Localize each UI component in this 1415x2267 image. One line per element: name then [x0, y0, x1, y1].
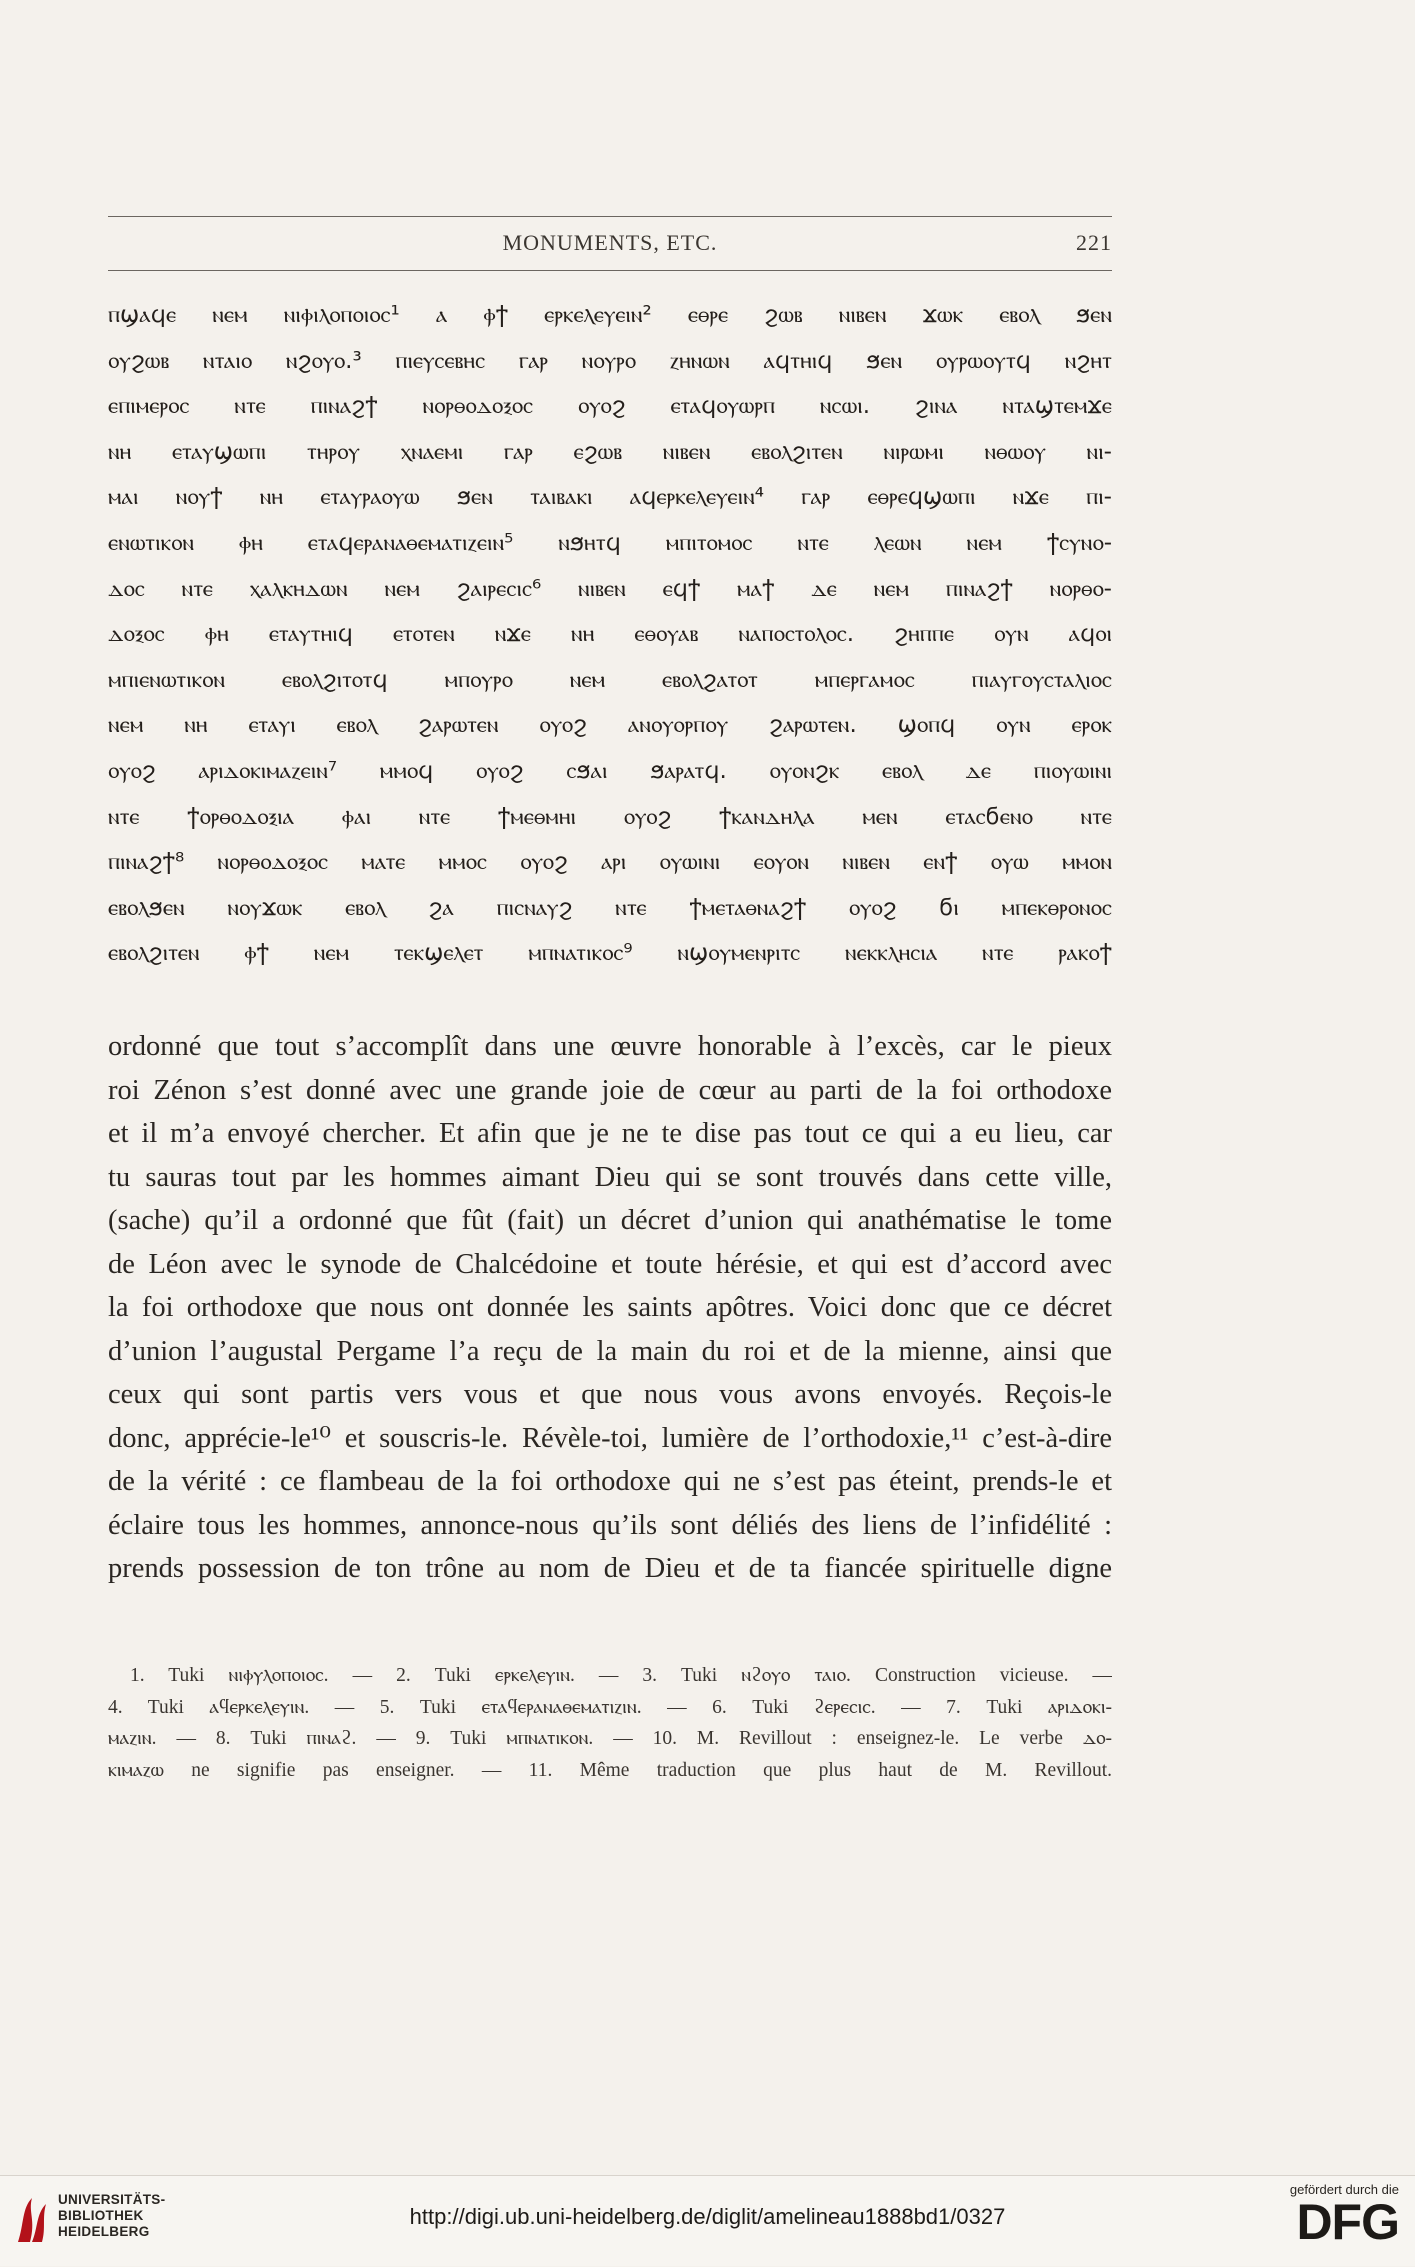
translation-line: de la vérité : ce flambeau de la foi orthodoxe qui ne s’est pas éteint, prends-le et [108, 1466, 1112, 1497]
permalink-url[interactable]: http://digi.ub.uni-heidelberg.de/diglit/amelineau1888bd1/0327 [409, 2204, 1006, 2229]
french-translation-block [108, 1025, 1112, 1591]
translation-line: éclaire tous les hommes, annonce-nous qu’ils sont déliés des liens de l’infidélité : [108, 1509, 1112, 1541]
page-number: 221 [1076, 230, 1112, 255]
funder-block [1249, 2182, 1399, 2250]
footnotes-block [108, 1660, 1112, 1786]
coptic-line: ⲡⲓⲛⲁϩϯ⁸ ⲛⲟⲣⲑⲟⲇⲟⲝⲟⲥ ⲙⲁⲧⲉ ⲙⲙⲟⲥ ⲟⲩⲟϩ ⲁⲣⲓ ⲟⲩⲱⲓⲛⲓ ⲉⲟⲩⲟⲛ ⲛⲓⲃⲉⲛ ⲉⲛϯ ⲟⲩⲱ ⲙⲙⲟⲛ [108, 849, 1112, 876]
translation-line: et il m’a envoyé chercher. Et afin que je ne te dise pas tout ce qui a eu lieu, car [108, 1118, 1112, 1149]
translation-line: roi Zénon s’est donné avec une grande joie de cœur au parti de la foi orthodoxe [108, 1074, 1112, 1106]
coptic-line: ⲉⲃⲟⲗϧⲉⲛ ⲛⲟⲩϫⲱⲕ ⲉⲃⲟⲗ ϩⲁ ⲡⲓⲥⲛⲁⲩϩ ⲛⲧⲉ ϯⲙⲉⲧⲁⲑⲛⲁϩϯ ⲟⲩⲟϩ ϭⲓ ⲙⲡⲉⲕⲑⲣⲟⲛⲟⲥ [108, 894, 1112, 921]
coptic-line: ⲉⲃⲟⲗϩⲓⲧⲉⲛ ⲫϯ ⲛⲉⲙ ⲧⲉⲕϣⲉⲗⲉⲧ ⲙⲡⲛⲁⲧⲓⲕⲟⲥ⁹ ⲛϣⲟⲩⲙⲉⲛⲣⲓⲧⲥ ⲛⲉⲕⲕⲗⲏⲥⲓⲁ ⲛⲧⲉ ⲣⲁⲕⲟϯ [108, 940, 1112, 967]
coptic-text-block [108, 293, 1112, 977]
coptic-line: ⲉⲛⲱⲧⲓⲕⲟⲛ ⲫⲏ ⲉⲧⲁϥⲉⲣⲁⲛⲁⲑⲉⲙⲁⲧⲓⲍⲉⲓⲛ⁵ ⲛϧⲏⲧϥ ⲙⲡⲓⲧⲟⲙⲟⲥ ⲛⲧⲉ ⲗⲉⲱⲛ ⲛⲉⲙ ϯⲥⲩⲛⲟ- [108, 529, 1112, 556]
translation-line: ceux qui sont partis vers vous et que nous vous avons envoyés. Reçois-le [108, 1379, 1112, 1410]
coptic-line: ⲙⲁⲓ ⲛⲟⲩϯ ⲛⲏ ⲉⲧⲁⲩⲣⲁⲟⲩⲱ ϧⲉⲛ ⲧⲁⲓⲃⲁⲕⲓ ⲁϥⲉⲣⲕⲉⲗⲉⲩⲉⲓⲛ⁴ ⲅⲁⲣ ⲉⲑⲣⲉϥϣⲱⲡⲓ ⲛϫⲉ ⲡⲓ- [108, 484, 1112, 511]
translation-line: tu sauras tout par les hommes aimant Dieu qui se sont trouvés dans cette ville, [108, 1161, 1112, 1193]
header-rule-top [108, 216, 1112, 217]
footnote-line: 1. Tuki ⲛⲓⲫⲩⲗⲟⲡⲟⲓⲟⲥ. — 2. Tuki ⲉⲣⲕⲉⲗⲉⲩⲓⲛ. — 3. Tuki ⲛϩⲟⲩⲟ ⲧⲁⲓⲟ. Construction vicieuse. — [130, 1665, 1112, 1686]
coptic-line: ⲛⲉⲙ ⲛⲏ ⲉⲧⲁⲩⲓ ⲉⲃⲟⲗ ϩⲁⲣⲱⲧⲉⲛ ⲟⲩⲟϩ ⲁⲛⲟⲩⲟⲣⲡⲟⲩ ϩⲁⲣⲱⲧⲉⲛ. ϣⲟⲡϥ ⲟⲩⲛ ⲉⲣⲟⲕ [108, 712, 1112, 739]
coptic-line: ⲇⲟⲥ ⲛⲧⲉ ⲭⲁⲗⲕⲏⲇⲱⲛ ⲛⲉⲙ ϩⲁⲓⲣⲉⲥⲓⲥ⁶ ⲛⲓⲃⲉⲛ ⲉϥϯ ⲙⲁϯ ⲇⲉ ⲛⲉⲙ ⲡⲓⲛⲁϩϯ ⲛⲟⲣⲑⲟ- [108, 575, 1112, 602]
viewer-footer [0, 2175, 1415, 2266]
coptic-line: ⲙⲡⲓⲉⲛⲱⲧⲓⲕⲟⲛ ⲉⲃⲟⲗϩⲓⲧⲟⲧϥ ⲙⲡⲟⲩⲣⲟ ⲛⲉⲙ ⲉⲃⲟⲗϩⲁⲧⲟⲧ ⲙⲡⲉⲣⲅⲁⲙⲟⲥ ⲡⲓⲁⲩⲅⲟⲩⲥⲧⲁⲗⲓⲟⲥ [108, 666, 1112, 693]
dfg-logo: DFG [1296, 2194, 1399, 2250]
coptic-line: ⲇⲟⲝⲟⲥ ⲫⲏ ⲉⲧⲁⲩⲧⲏⲓϥ ⲉⲧⲟⲧⲉⲛ ⲛϫⲉ ⲛⲏ ⲉⲑⲟⲩⲁⲃ ⲛⲁⲡⲟⲥⲧⲟⲗⲟⲥ. ϩⲏⲡⲡⲉ ⲟⲩⲛ ⲁϥⲟⲓ [108, 621, 1112, 648]
footnote-line: ⲕⲓⲙⲁⲍⲱ ne signifie pas enseigner. — 11. Même traduction que plus haut de M. Revillout. [108, 1759, 1112, 1781]
footnote-line: 4. Tuki ⲁϥⲉⲣⲕⲉⲗⲉⲩⲓⲛ. — 5. Tuki ⲉⲧⲁϥⲉⲣⲁⲛⲁⲑⲉⲙⲁⲧⲓⲍⲓⲛ. — 6. Tuki ϩⲉⲣⲉⲥⲓⲥ. — 7. Tuki ⲁⲣⲓⲇⲟⲕⲓ- [108, 1696, 1112, 1718]
translation-line: prends possession de ton trône au nom de Dieu et de ta fiancée spirituelle digne [108, 1553, 1112, 1584]
header-rule-bottom [108, 270, 1112, 271]
translation-line: la foi orthodoxe que nous ont donnée les saints apôtres. Voici donc que ce décret [108, 1292, 1112, 1323]
footnote-line: ⲙⲁⲍⲓⲛ. — 8. Tuki ⲡⲓⲛⲁϩ. — 9. Tuki ⲙⲡⲛⲁⲧⲓⲕⲟⲛ. — 10. M. Revillout : enseignez-le. Le verbe ⲇⲟ- [108, 1728, 1112, 1749]
funding-caption: gefördert durch die [1289, 2182, 1399, 2197]
coptic-line: ⲟⲩⲟϩ ⲁⲣⲓⲇⲟⲕⲓⲙⲁⲍⲉⲓⲛ⁷ ⲙⲙⲟϥ ⲟⲩⲟϩ ⲥϧⲁⲓ ϧⲁⲣⲁⲧϥ. ⲟⲩⲟⲛϩⲕ ⲉⲃⲟⲗ ⲇⲉ ⲡⲓⲟⲩⲱⲓⲛⲓ [108, 757, 1112, 784]
coptic-line: ⲡϣⲁϥⲉ ⲛⲉⲙ ⲛⲓⲫⲓⲗⲟⲡⲟⲓⲟⲥ¹ ⲁ ⲫϯ ⲉⲣⲕⲉⲗⲉⲩⲉⲓⲛ² ⲉⲑⲣⲉ ϩⲱⲃ ⲛⲓⲃⲉⲛ ϫⲱⲕ ⲉⲃⲟⲗ ϧⲉⲛ [108, 302, 1112, 328]
translation-line: (sache) qu’il a ordonné que fût (fait) un décret d’union qui anathématise le tome [108, 1205, 1112, 1236]
library-name-line: HEIDELBERG [58, 2224, 150, 2239]
library-name-line: UNIVERSITÄTS- [58, 2192, 166, 2207]
library-name-line: BIBLIOTHEK [58, 2208, 144, 2223]
coptic-line: ⲛⲏ ⲉⲧⲁⲩϣⲱⲡⲓ ⲧⲏⲣⲟⲩ ⲭⲛⲁⲉⲙⲓ ⲅⲁⲣ ⲉϩⲱⲃ ⲛⲓⲃⲉⲛ ⲉⲃⲟⲗϩⲓⲧⲉⲛ ⲛⲓⲣⲱⲙⲓ ⲛⲑⲱⲟⲩ ⲛⲓ- [108, 438, 1112, 465]
coptic-line: ⲛⲧⲉ ϯⲟⲣⲑⲟⲇⲟⲝⲓⲁ ⲫⲁⲓ ⲛⲧⲉ ϯⲙⲉⲑⲙⲏⲓ ⲟⲩⲟϩ ϯⲕⲁⲛⲇⲏⲗⲁ ⲙⲉⲛ ⲉⲧⲁⲥϭⲉⲛⲟ ⲛⲧⲉ [108, 803, 1112, 830]
translation-line: de Léon avec le synode de Chalcédoine et toute hérésie, et qui est d’accord avec [108, 1248, 1112, 1280]
running-header [108, 230, 1112, 260]
translation-line: donc, apprécie-le¹⁰ et souscris-le. Révèle-toi, lumière de l’orthodoxie,¹¹ c’est-à-dire [108, 1422, 1112, 1454]
coptic-line: ⲟⲩϩⲱⲃ ⲛⲧⲁⲓⲟ ⲛϩⲟⲩⲟ.³ ⲡⲓⲉⲩⲥⲉⲃⲏⲥ ⲅⲁⲣ ⲛⲟⲩⲣⲟ ⲍⲏⲛⲱⲛ ⲁϥⲧⲏⲓϥ ϧⲉⲛ ⲟⲩⲣⲱⲟⲩⲧϥ ⲛϩⲏⲧ [108, 347, 1112, 374]
running-title: MONUMENTS, ETC. [502, 230, 718, 255]
translation-line: ordonné que tout s’accomplît dans une œuvre honorable à l’excès, car le pieux [108, 1031, 1112, 1062]
coptic-line: ⲉⲡⲓⲙⲉⲣⲟⲥ ⲛⲧⲉ ⲡⲓⲛⲁϩϯ ⲛⲟⲣⲑⲟⲇⲟⲝⲟⲥ ⲟⲩⲟϩ ⲉⲧⲁϥⲟⲩⲱⲣⲡ ⲛⲥⲱⲓ. ϩⲓⲛⲁ ⲛⲧⲁϣⲧⲉⲙϫⲉ [108, 393, 1112, 420]
translation-line: d’union l’augustal Pergame l’a reçu de la main du roi et de la mienne, ainsi que [108, 1335, 1112, 1367]
